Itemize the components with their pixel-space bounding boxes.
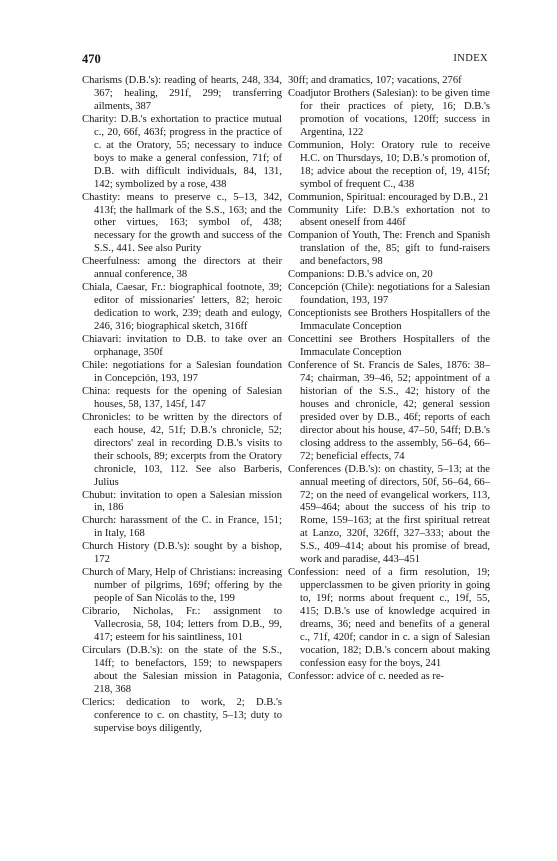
index-entry: Coadjutor Brothers (Salesian): to be given time for their practices of piety, 16; D.B.'s promotion of vocations, 120ff; success in Argentina, 122	[288, 87, 490, 138]
index-entry: Chile: negotiations for a Salesian foundation in Concepción, 193, 197	[82, 359, 282, 384]
index-entry: Conferences (D.B.'s): on chastity, 5–13; at the annual meeting of directors, 50f, 56–64, 66–72; on the need of evangelical workers, 113, 459–464; about the success of his trip to Rome, 159–163; at the first spiritual retreat at Lanzo, 320f, 326ff, 327–333; about the S.S., 409–414; about his promise of bread, work and paradise, 443–451	[288, 463, 490, 566]
index-entry: Church: harassment of the C. in France, 151; in Italy, 168	[82, 515, 282, 540]
index-entry: Community Life: D.B.'s exhortation not to absent oneself from 446f	[288, 204, 490, 229]
index-entry: Chastity: means to preserve c., 5–13, 342, 413f; the hallmark of the S.S., 163; and the other virtues, 163; symbol of, 438; necessary for the growth and success of the S.S., 441. See also Purity	[82, 191, 282, 255]
index-entry: Circulars (D.B.'s): on the state of the S.S., 14ff; to benefactors, 159; to newspapers about the Salesian mission in Patagonia, 218, 368	[82, 644, 282, 695]
index-entry: Conference of St. Francis de Sales, 1876: 38–74; chairman, 39–46, 52; appointment of a historian of the S.S., 42; history of the houses and chronicle, 42; general session presided over by D.B., 46f; reports of each director about his house, 47–50, 54ff; D.B.'s closing address to the assembly, 56–64, 66–72; beneficial effects, 74	[288, 359, 490, 462]
index-entry: Charisms (D.B.'s): reading of hearts, 248, 334, 367; healing, 291f, 299; transferring ailments, 387	[82, 75, 282, 112]
index-entry: Church History (D.B.'s): sought by a bishop, 172	[82, 541, 282, 566]
index-entry: Church of Mary, Help of Christians: increasing number of pilgrims, 169f; offering by the people of San Nicolás to the, 199	[82, 567, 282, 605]
page-header	[82, 52, 488, 68]
index-entry: Communion, Spiritual: encouraged by D.B., 21	[288, 191, 489, 203]
index-column-right	[288, 75, 490, 684]
index-entry: China: requests for the opening of Salesian houses, 58, 137, 145f, 147	[82, 385, 282, 410]
index-entry: Communion, Holy: Oratory rule to receive H.C. on Thursdays, 10; D.B.'s promotion of, 18; advice about the reception of, 19, 415f; symbol of frequent C., 438	[288, 139, 490, 190]
index-entry: Cheerfulness: among the directors at their annual conference, 38	[82, 256, 282, 281]
running-head: INDEX	[453, 53, 488, 64]
index-entry: Concettini see Brothers Hospitallers of the Immaculate Conception	[288, 334, 490, 359]
index-column-left	[82, 75, 282, 736]
index-entry: Chiala, Caesar, Fr.: biographical footnote, 39; editor of missionaries' letters, 82; heroic dedication to work, 239; death and eulogy, 246, 316; biographical sketch, 316ff	[82, 282, 282, 333]
index-entry: Chubut: invitation to open a Salesian mission in, 186	[82, 489, 282, 514]
index-entry: Confession: need of a firm resolution, 19; upperclassmen to be given priority in going to, 19f; norms about frequent c., 19f, 55, 415; D.B.'s use of knowledge acquired in dreams, 36; need and benefits of a general c., 71f, 420f; candor in c. a sign of Salesian vocation, 182; D.B.'s concern about making confession easy for the boys, 241	[288, 567, 490, 669]
index-entry: Confessor: advice of c. needed as re-	[288, 670, 445, 682]
index-entry: Cibrario, Nicholas, Fr.: assignment to Vallecrosia, 58, 104; letters from D.B., 99, 417; esteem for his saintliness, 101	[82, 606, 282, 643]
index-entry: Concepción (Chile): negotiations for a Salesian foundation, 193, 197	[288, 282, 490, 307]
index-entry: Charity: D.B.'s exhortation to practice mutual c., 20, 66f, 463f; progress in the practice of c. at the Oratory, 55; necessary to induce boys to make a general confession, 71f; of D.B. with difficult individuals, 84, 131, 142; symbolized by a rose, 438	[82, 113, 282, 190]
page-number: 470	[82, 52, 101, 66]
index-entry: Chiavari: invitation to D.B. to take over an orphanage, 350f	[82, 334, 282, 359]
index-entry: Companion of Youth, The: French and Spanish translation of the, 85; gift to fund-raisers and benefactors, 98	[288, 230, 490, 268]
index-entry: Clerics: dedication to work, 2; D.B.'s conference to c. on chastity, 5–13; duty to supervise boys diligently,	[82, 696, 282, 734]
index-entry: Chronicles: to be written by the directors of each house, 42, 51f; D.B.'s chronicle, 52; directors' zeal in recording D.B.'s visits to their schools, 89; excerpts from the Oratory chronicle, 103, 112. See also Barberis, Julius	[82, 411, 282, 488]
index-entry: Conceptionists see Brothers Hospitallers of the Immaculate Conception	[288, 308, 490, 333]
index-entry: 30ff; and dramatics, 107; vacations, 276f	[288, 75, 462, 86]
index-entry: Companions: D.B.'s advice on, 20	[288, 269, 433, 281]
